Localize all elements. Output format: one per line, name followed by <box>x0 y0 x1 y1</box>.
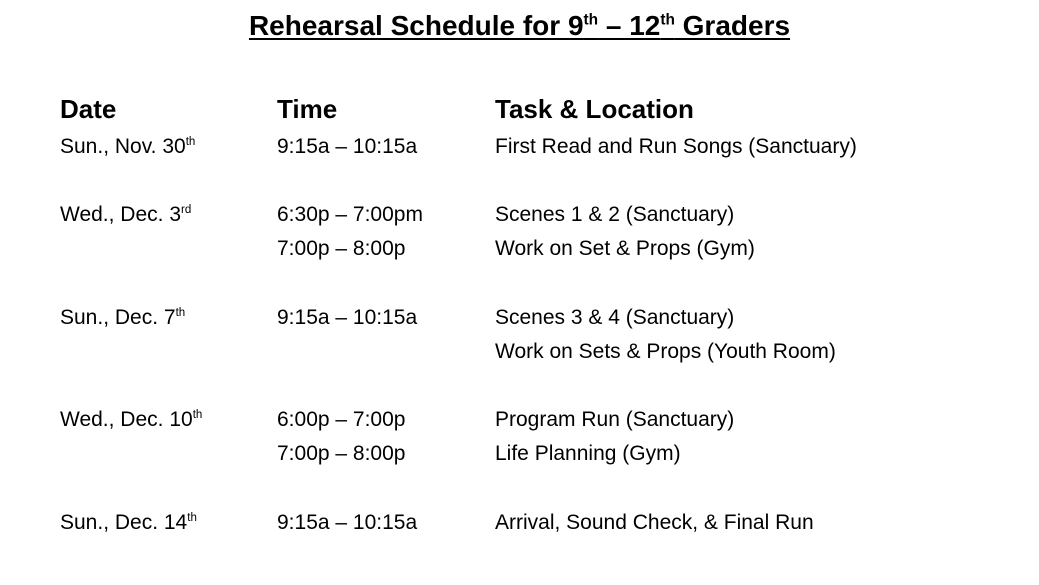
row-time: 9:15a – 10:15a <box>277 511 418 534</box>
row-task: Program Run (Sanctuary) <box>495 408 735 431</box>
row-task: Scenes 1 & 2 (Sanctuary) <box>495 203 735 226</box>
row-time: 6:30p – 7:00pm <box>277 203 423 226</box>
row-task: First Read and Run Songs (Sanctuary) <box>495 135 857 158</box>
title-prefix: Rehearsal Schedule for 9 <box>248 10 584 41</box>
row-time: 9:15a – 10:15a <box>277 306 418 329</box>
title-text <box>249 10 790 41</box>
row-task: Work on Sets & Props (Youth Room) <box>495 340 836 363</box>
title-sup-2: th <box>660 11 675 29</box>
page-title <box>0 8 1039 44</box>
row-time: 7:00p – 8:00p <box>277 237 406 260</box>
row-date: Wed., Dec. 3rd <box>60 203 192 226</box>
title-suffix: Graders <box>674 10 791 41</box>
row-time: 6:00p – 7:00p <box>277 408 406 431</box>
row-date: Sun., Dec. 14th <box>60 511 197 534</box>
title-middle: – 12 <box>598 10 661 41</box>
row-date: Sun., Nov. 30th <box>60 135 196 158</box>
row-task: Scenes 3 & 4 (Sanctuary) <box>495 306 735 329</box>
row-task: Arrival, Sound Check, & Final Run <box>495 511 814 534</box>
row-date: Sun., Dec. 7th <box>60 306 186 329</box>
row-time: 7:00p – 8:00p <box>277 442 406 465</box>
header-time: Time <box>277 94 338 124</box>
row-date: Wed., Dec. 10th <box>60 408 203 431</box>
row-task: Work on Set & Props (Gym) <box>495 237 755 260</box>
row-task: Life Planning (Gym) <box>495 442 681 465</box>
header-date: Date <box>60 94 117 124</box>
title-sup-1: th <box>583 11 599 29</box>
header-task: Task & Location <box>495 94 694 124</box>
row-time: 9:15a – 10:15a <box>277 135 418 158</box>
